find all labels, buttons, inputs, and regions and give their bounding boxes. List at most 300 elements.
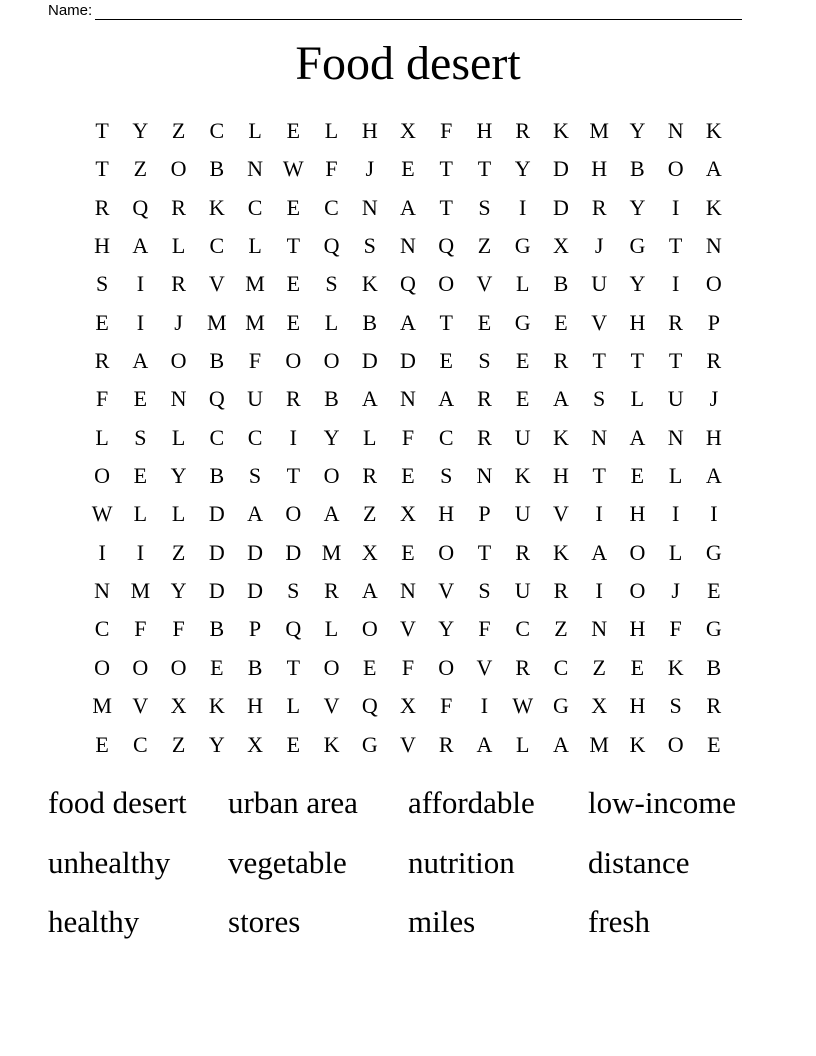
grid-letter: C (133, 731, 148, 757)
grid-letter: R (94, 348, 110, 374)
grid-letter: I (519, 194, 527, 220)
grid-letter: D (208, 501, 225, 527)
page-title: Food desert (295, 37, 521, 90)
grid-letter: R (362, 463, 378, 489)
grid-letter: A (705, 156, 722, 182)
grid-row (83, 649, 733, 687)
grid-letter: E (95, 731, 109, 757)
grid-letter: G (361, 731, 378, 757)
grid-letter: L (515, 271, 530, 297)
grid-letter: T (286, 463, 301, 489)
grid-letter: V (208, 271, 225, 297)
grid-letter: V (400, 616, 416, 642)
grid-letter: G (514, 309, 531, 335)
grid-letter: H (247, 693, 263, 719)
word-list-row (48, 840, 768, 900)
grid-letter: I (671, 501, 680, 527)
grid-letter: Z (363, 501, 377, 527)
grid-letter: R (553, 578, 569, 604)
grid-letter: T (592, 463, 606, 489)
grid-letter: K (552, 539, 569, 565)
grid-letter: U (247, 386, 263, 412)
grid-letter: O (323, 654, 340, 680)
grid-letter: L (668, 539, 683, 565)
grid-row (83, 380, 733, 418)
grid-letter: F (440, 693, 453, 719)
grid-letter: P (707, 309, 720, 335)
grid-letter: A (552, 386, 569, 412)
grid-letter: K (361, 271, 378, 297)
grid-letter: F (95, 386, 109, 412)
grid-row (83, 150, 733, 188)
grid-letter: O (629, 578, 646, 604)
grid-letter: B (362, 309, 378, 335)
grid-letter: B (706, 654, 722, 680)
grid-letter: F (325, 156, 338, 182)
grid-letter: E (630, 463, 645, 489)
grid-letter: O (667, 156, 684, 182)
grid-letter: R (477, 386, 492, 412)
grid-letter: Q (208, 386, 225, 412)
grid-letter: V (476, 271, 493, 297)
grid-letter: K (705, 118, 722, 143)
grid-letter: Z (477, 233, 492, 259)
grid-letter: T (439, 194, 453, 220)
grid-letter: A (247, 501, 263, 527)
grid-letter: N (94, 578, 111, 604)
grid-letter: Z (592, 654, 606, 680)
grid-letter: H (629, 693, 646, 719)
grid-letter: F (478, 616, 491, 642)
grid-letter: A (552, 731, 569, 757)
grid-letter: D (552, 194, 569, 220)
grid-letter: H (94, 233, 111, 259)
grid-letter: V (438, 578, 455, 604)
grid-letter: R (324, 578, 339, 604)
grid-letter: C (209, 233, 225, 259)
grid-letter: B (209, 616, 225, 642)
grid-letter: O (438, 271, 455, 297)
grid-letter: L (95, 424, 109, 450)
grid-letter: H (438, 501, 455, 527)
grid-row (83, 687, 733, 725)
grid-letter: E (286, 309, 301, 335)
grid-letter: O (132, 654, 149, 680)
grid-letter: H (629, 616, 646, 642)
grid-letter: R (591, 194, 607, 220)
grid-letter: Z (171, 731, 186, 757)
word-list-item: unhealthy (48, 844, 171, 880)
grid-letter: J (709, 386, 719, 412)
grid-letter: H (629, 501, 646, 527)
grid-letter: I (136, 539, 145, 565)
grid-letter: H (591, 156, 608, 182)
grid-letter: X (400, 693, 416, 719)
grid-letter: A (705, 463, 722, 489)
grid-letter: R (94, 194, 110, 220)
grid-letter: N (170, 386, 187, 412)
grid-letter: K (552, 424, 569, 450)
grid-letter: D (285, 539, 302, 565)
grid-letter: L (324, 118, 339, 143)
grid-letter: O (285, 348, 302, 374)
grid-letter: A (400, 309, 416, 335)
grid-letter: S (478, 348, 491, 374)
grid-letter: Y (323, 424, 340, 450)
grid-letter: I (671, 271, 680, 297)
grid-letter: F (440, 118, 453, 143)
grid-letter: D (208, 578, 225, 604)
grid-letter: B (247, 654, 263, 680)
grid-letter: I (671, 194, 680, 220)
grid-letter: K (667, 654, 684, 680)
grid-letter: C (94, 616, 110, 642)
grid-letter: R (171, 271, 186, 297)
grid-letter: C (247, 424, 263, 450)
grid-letter: T (286, 233, 301, 259)
grid-letter: Q (361, 693, 378, 719)
grid-letter: O (438, 654, 455, 680)
grid-letter: O (323, 348, 340, 374)
word-list-row (48, 780, 768, 840)
grid-letter: R (438, 731, 454, 757)
grid-letter: L (363, 424, 377, 450)
grid-letter: V (552, 501, 569, 527)
grid-letter: T (630, 348, 645, 374)
grid-letter: L (171, 233, 186, 259)
grid-row (83, 189, 733, 227)
grid-letter: G (705, 539, 722, 565)
grid-letter: A (132, 233, 149, 259)
grid-letter: R (477, 424, 492, 450)
grid-letter: N (591, 424, 608, 450)
grid-letter: N (400, 386, 416, 412)
grid-letter: L (171, 424, 186, 450)
word-list-item: fresh (588, 904, 650, 939)
grid-letter: J (174, 309, 183, 335)
grid-letter: E (401, 539, 415, 565)
grid-letter: J (365, 156, 375, 182)
grid-row (83, 726, 733, 764)
grid-letter: L (171, 501, 186, 527)
grid-letter: Z (554, 616, 568, 642)
word-list-item: urban area (228, 785, 358, 820)
grid-letter: Y (629, 271, 646, 297)
grid-letter: Z (133, 156, 148, 182)
grid-letter: M (130, 578, 151, 604)
grid-letter: I (136, 271, 145, 297)
grid-letter: I (710, 501, 718, 527)
grid-letter: L (324, 309, 339, 335)
grid-letter: B (553, 271, 569, 297)
grid-row (83, 342, 733, 380)
grid-letter: O (170, 654, 187, 680)
word-list-item: vegetable (228, 844, 347, 880)
grid-letter: E (630, 654, 645, 680)
word-list-item: distance (588, 844, 690, 880)
grid-letter: J (594, 233, 604, 259)
grid-letter: Q (132, 194, 149, 220)
grid-letter: Y (629, 194, 646, 220)
grid-letter: H (552, 463, 569, 489)
grid-letter: Q (438, 233, 455, 259)
grid-letter: C (438, 424, 454, 450)
word-list-item: healthy (48, 904, 140, 939)
grid-letter: E (515, 348, 530, 374)
grid-letter: T (668, 233, 683, 259)
grid-letter: S (248, 463, 262, 489)
grid-letter: Y (629, 118, 646, 143)
grid-letter: U (591, 271, 608, 297)
grid-letter: M (589, 731, 609, 757)
name-label: Name: (48, 2, 93, 19)
grid-letter: T (592, 348, 606, 374)
grid-letter: R (706, 348, 722, 374)
grid-letter: I (595, 501, 603, 527)
grid-letter: Y (170, 463, 187, 489)
grid-letter: A (400, 194, 416, 220)
grid-letter: C (515, 616, 531, 642)
grid-letter: A (361, 386, 378, 412)
grid-row (83, 265, 733, 303)
grid-letter: T (477, 156, 492, 182)
grid-letter: K (208, 693, 225, 719)
grid-letter: E (401, 156, 415, 182)
grid-letter: G (514, 233, 531, 259)
grid-row (83, 610, 733, 648)
grid-letter: E (286, 118, 301, 143)
grid-letter: E (515, 386, 530, 412)
grid-letter: P (248, 616, 262, 642)
grid-letter: X (361, 539, 378, 565)
grid-letter: M (589, 118, 609, 143)
grid-letter: N (667, 118, 684, 143)
grid-letter: O (361, 616, 378, 642)
grid-letter: T (477, 539, 492, 565)
grid-letter: A (476, 731, 493, 757)
grid-letter: Z (171, 539, 186, 565)
grid-letter: Q (400, 271, 416, 297)
grid-letter: K (323, 731, 340, 757)
grid-letter: Y (170, 578, 187, 604)
grid-row (83, 457, 733, 495)
word-list-item: low-income (588, 785, 737, 820)
grid-letter: X (170, 693, 187, 719)
grid-letter: E (554, 309, 568, 335)
word-list-row (48, 899, 768, 959)
grid-letter: N (247, 156, 263, 182)
grid-letter: C (553, 654, 569, 680)
grid-letter: L (515, 731, 530, 757)
grid-letter: D (247, 539, 263, 565)
grid-letter: R (553, 348, 569, 374)
grid-letter: P (478, 501, 491, 527)
grid-letter: R (171, 194, 186, 220)
grid-letter: I (136, 309, 145, 335)
grid-letter: S (478, 194, 491, 220)
grid-letter: Q (285, 616, 302, 642)
grid-letter: X (400, 501, 416, 527)
word-list-item: nutrition (408, 844, 515, 880)
grid-letter: N (361, 194, 378, 220)
grid-letter: H (476, 118, 493, 143)
grid-letter: K (514, 463, 531, 489)
grid-letter: D (400, 348, 416, 374)
word-list-item: miles (408, 904, 476, 939)
grid-row (83, 112, 733, 150)
grid-letter: S (478, 578, 491, 604)
grid-letter: H (629, 309, 646, 335)
word-list (48, 780, 768, 959)
grid-letter: N (667, 424, 684, 450)
grid-letter: T (95, 156, 109, 182)
grid-letter: K (552, 118, 569, 143)
grid-letter: D (208, 539, 225, 565)
grid-letter: T (95, 118, 109, 143)
grid-letter: O (323, 463, 340, 489)
grid-letter: V (591, 309, 608, 335)
grid-row (83, 304, 733, 342)
grid-row (83, 227, 733, 265)
grid-letter: L (630, 386, 645, 412)
grid-letter: U (667, 386, 684, 412)
grid-letter: S (287, 578, 300, 604)
grid-letter: N (400, 578, 416, 604)
grid-letter: O (170, 348, 187, 374)
grid-letter: C (247, 194, 263, 220)
grid-letter: O (94, 654, 111, 680)
grid-letter: L (324, 616, 339, 642)
grid-letter: G (705, 616, 722, 642)
grid-letter: W (512, 693, 534, 719)
grid-letter: C (209, 424, 225, 450)
grid-letter: E (286, 271, 301, 297)
grid-letter: B (209, 463, 225, 489)
grid-letter: E (286, 731, 301, 757)
grid-letter: M (207, 309, 227, 335)
grid-letter: U (514, 578, 531, 604)
grid-letter: L (286, 693, 301, 719)
grid-letter: I (595, 578, 603, 604)
grid-letter: U (514, 424, 531, 450)
word-list-item: affordable (408, 785, 535, 820)
grid-letter: H (361, 118, 378, 143)
grid-letter: S (440, 463, 453, 489)
grid-letter: X (400, 118, 416, 143)
grid-letter: B (209, 156, 225, 182)
grid-letter: E (286, 194, 301, 220)
grid-row (83, 419, 733, 457)
grid-letter: F (248, 348, 262, 374)
grid-letter: O (667, 731, 684, 757)
grid-letter: N (400, 233, 416, 259)
grid-letter: T (668, 348, 683, 374)
grid-letter: U (514, 501, 531, 527)
grid-letter: T (286, 654, 301, 680)
grid-letter: E (439, 348, 453, 374)
grid-letter: S (363, 233, 376, 259)
grid-row (83, 534, 733, 572)
name-underline (95, 5, 742, 20)
grid-letter: L (133, 501, 148, 527)
grid-letter: L (668, 463, 683, 489)
grid-letter: R (515, 118, 531, 143)
grid-letter: E (707, 731, 721, 757)
grid-letter: F (401, 424, 415, 450)
name-field (48, 0, 742, 20)
grid-letter: O (94, 463, 111, 489)
grid-letter: Y (132, 118, 149, 143)
grid-letter: W (91, 501, 113, 527)
grid-letter: N (705, 233, 722, 259)
grid-letter: F (669, 616, 682, 642)
grid-letter: F (134, 616, 147, 642)
grid-letter: L (248, 233, 262, 259)
grid-letter: O (170, 156, 187, 182)
grid-letter: S (669, 693, 682, 719)
grid-letter: A (323, 501, 340, 527)
grid-letter: F (401, 654, 415, 680)
grid-letter: E (401, 463, 415, 489)
grid-letter: X (591, 693, 608, 719)
grid-letter: R (515, 539, 531, 565)
grid-letter: A (591, 539, 608, 565)
grid-letter: K (705, 194, 722, 220)
grid-letter: T (439, 309, 453, 335)
grid-letter: O (705, 271, 722, 297)
grid-letter: Y (208, 731, 225, 757)
grid-letter: X (247, 731, 263, 757)
grid-letter: S (593, 386, 606, 412)
word-list-item: stores (228, 904, 301, 939)
grid-letter: S (95, 271, 109, 297)
grid-letter: N (476, 463, 493, 489)
grid-letter: I (480, 693, 489, 719)
grid-row (83, 495, 733, 533)
grid-letter: G (552, 693, 569, 719)
grid-letter: E (95, 309, 109, 335)
grid-letter: N (591, 616, 608, 642)
letter-grid (83, 112, 733, 766)
grid-letter: E (133, 386, 148, 412)
grid-letter: J (671, 578, 680, 604)
grid-letter: M (92, 693, 112, 719)
grid-letter: E (707, 578, 721, 604)
grid-letter: W (282, 156, 304, 182)
grid-letter: R (285, 386, 301, 412)
grid-letter: I (289, 424, 297, 450)
grid-letter: V (132, 693, 149, 719)
grid-letter: A (438, 386, 455, 412)
grid-letter: D (552, 156, 569, 182)
grid-letter: K (208, 194, 225, 220)
grid-letter: E (363, 654, 377, 680)
grid-letter: Z (171, 118, 186, 143)
grid-letter: M (245, 271, 265, 297)
grid-letter: K (629, 731, 646, 757)
grid-letter: O (629, 539, 646, 565)
grid-letter: C (324, 194, 339, 220)
grid-letter: I (98, 539, 106, 565)
grid-letter: O (438, 539, 455, 565)
grid-letter: A (132, 348, 149, 374)
grid-letter: D (247, 578, 263, 604)
grid-letter: E (133, 463, 148, 489)
grid-letter: C (209, 118, 225, 143)
grid-letter: E (477, 309, 492, 335)
grid-letter: L (248, 118, 262, 143)
grid-letter: X (552, 233, 569, 259)
